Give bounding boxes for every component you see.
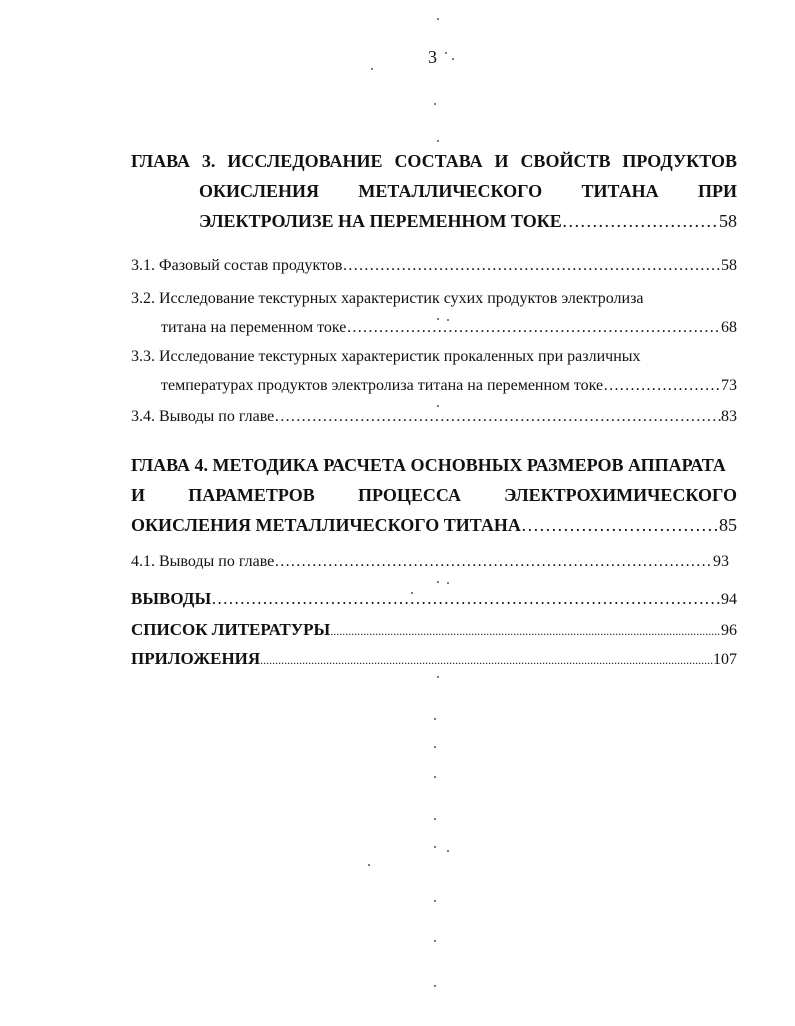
leader-dots — [562, 206, 719, 236]
leader-dots — [211, 584, 721, 613]
scan-speck — [447, 850, 449, 852]
toc-appendices[interactable]: ПРИЛОЖЕНИЯ ..... 107 — [131, 644, 737, 675]
scan-speck — [437, 18, 439, 20]
scan-speck — [434, 940, 436, 942]
toc-section-3-4[interactable]: 3.4. Выводы по главе ………………………………………………………………………………………………………………………………………………………………………………………… 83 — [131, 402, 737, 431]
toc-section-4-1[interactable]: 4.1. Выводы по главе ………………………………………………………………………………………………………………………………………………………………………………………… 93 — [131, 547, 729, 576]
toc-references[interactable]: СПИСОК ЛИТЕРАТУРЫ ..... 96 — [131, 615, 737, 646]
scan-speck — [368, 864, 370, 866]
chapter-4-title-line-2: И ПАРАМЕТРОВ ПРОЦЕССА ЭЛЕКТРОХИМИЧЕСКОГО — [131, 485, 737, 505]
scan-speck — [447, 582, 449, 584]
scan-speck — [447, 319, 449, 321]
chapter-3-title-line-1: ГЛАВА 3. ИССЛЕДОВАНИЕ СОСТАВА И СВОЙСТВ ПРОДУКТОВ — [131, 151, 737, 171]
scan-speck — [434, 818, 436, 820]
toc-page-number: 58 — [719, 211, 737, 231]
toc-page-number: 68 — [721, 319, 737, 336]
scan-speck — [371, 68, 373, 70]
toc-section-3-3[interactable]: 3.3. Исследование текстурных характеристик прокаленных при различных температурах продуктов электролиза титана на переменном токе ………………………………………………………………………………………………………………………………………………………………………………………… 73 — [131, 342, 737, 400]
leader-dots — [603, 371, 721, 400]
scan-speck — [434, 846, 436, 848]
scan-speck — [437, 140, 439, 142]
scan-speck — [434, 103, 436, 105]
scan-speck — [434, 776, 436, 778]
scan-speck — [434, 985, 436, 987]
chapter-3-title-line-2: ОКИСЛЕНИЯ МЕТАЛЛИЧЕСКОГО ТИТАНА ПРИ — [199, 181, 737, 201]
leader-dots — [342, 251, 721, 280]
scan-speck — [437, 676, 439, 678]
scan-speck — [434, 718, 436, 720]
toc-conclusions[interactable]: ВЫВОДЫ ………………………………………………………………………………………………………………………………………………………………………………………… 94 — [131, 584, 737, 614]
chapter-4-title-line-1: ГЛАВА 4. МЕТОДИКА РАСЧЕТА ОСНОВНЫХ РАЗМЕРОВ АППАРАТА — [131, 455, 726, 475]
toc-section-3-1[interactable]: 3.1. Фазовый состав продуктов ………………………………………………………………………………………………………………………………………………………………………………………… 58 — [131, 251, 737, 280]
toc-page-number: 73 — [721, 377, 737, 394]
leader-dots — [330, 617, 721, 646]
chapter-3-title-line-3: ЭЛЕКТРОЛИЗЕ НА ПЕРЕМЕННОМ ТОКЕ ………………………………………………………………………………………………………………………………………………………………………………………… 58 — [131, 206, 737, 236]
scan-speck — [437, 318, 439, 320]
toc-page-number: 107 — [713, 651, 737, 668]
toc-chapter-4[interactable] — [131, 450, 737, 540]
scan-speck — [445, 52, 447, 54]
scan-speck — [434, 900, 436, 902]
toc-section-3-2[interactable]: 3.2. Исследование текстурных характеристик сухих продуктов электролиза титана на переменном токе ………………………………………………………………………………………………………………………………………………………………………………………… 68 — [131, 284, 737, 342]
leader-dots — [274, 402, 721, 431]
scan-speck — [437, 581, 439, 583]
leader-dots — [260, 646, 713, 675]
toc-page-number: 96 — [721, 622, 737, 639]
leader-dots — [274, 547, 713, 576]
scan-speck — [411, 592, 413, 594]
toc-page-number: 93 — [713, 553, 729, 570]
page-number: 3 — [428, 47, 437, 67]
toc-page-number: 58 — [721, 257, 737, 274]
toc-page-number: 85 — [719, 515, 737, 535]
leader-dots — [346, 313, 721, 342]
toc-chapter-3[interactable] — [131, 146, 737, 236]
toc-page-number: 83 — [721, 408, 737, 425]
toc-page-number: 94 — [721, 591, 737, 608]
scan-speck — [437, 405, 439, 407]
scan-speck — [452, 58, 454, 60]
leader-dots — [521, 510, 719, 540]
chapter-4-title-line-3: ОКИСЛЕНИЯ МЕТАЛЛИЧЕСКОГО ТИТАНА ………………………………………………………………………………………………………………………………………………………………………………………… 85 — [131, 510, 737, 540]
scan-speck — [434, 746, 436, 748]
